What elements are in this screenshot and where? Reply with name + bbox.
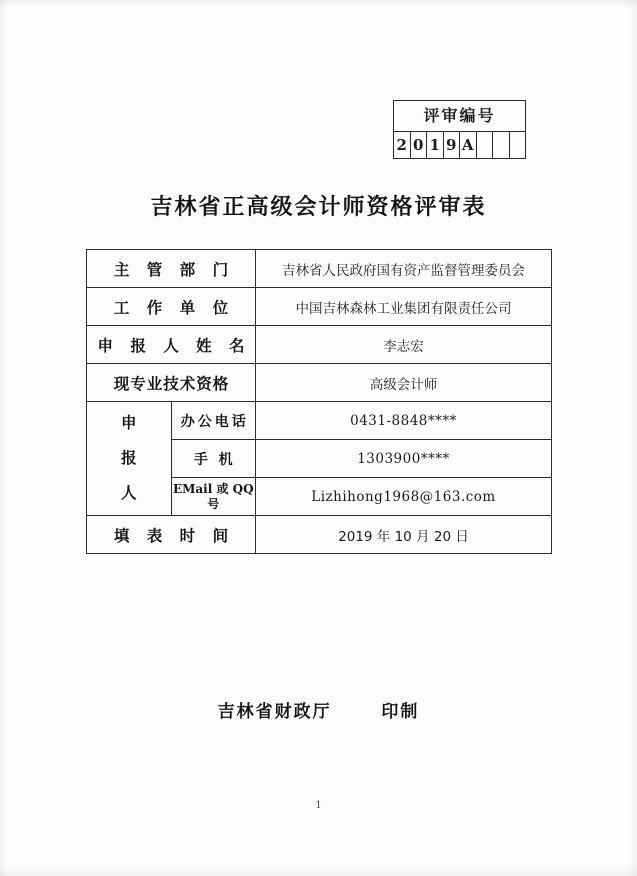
- row-label: 申 报 人 姓 名: [87, 326, 256, 364]
- applicant-vertical-char: 人: [120, 484, 137, 502]
- footer-printed: 印制: [381, 702, 420, 722]
- row-label: 主 管 部 门: [87, 250, 256, 288]
- review-number-cell: 1: [427, 132, 444, 158]
- table-row: [87, 402, 552, 440]
- row-label: 填 表 时 间: [87, 516, 256, 554]
- footer-issuer-line: [0, 697, 637, 722]
- page-number: 1: [315, 800, 322, 811]
- review-number-cells: [393, 132, 526, 159]
- row-value: 0431-8848****: [256, 402, 552, 440]
- table-row: [87, 516, 552, 554]
- review-number-cell: 2: [394, 132, 411, 158]
- row-label: 现专业技术资格: [87, 364, 256, 402]
- row-value: 高级会计师: [256, 364, 552, 402]
- table-row: [87, 250, 552, 288]
- review-number-cell: A: [460, 132, 477, 158]
- row-value: Lizhihong1968@163.com: [256, 478, 552, 516]
- applicant-info-table: [86, 249, 552, 554]
- applicant-vertical-label: [87, 402, 172, 516]
- scan-edge-left: [0, 0, 8, 876]
- row-label: 办公电话: [171, 402, 256, 440]
- review-number-cell: [510, 132, 526, 158]
- review-number-box: [393, 100, 526, 159]
- row-label: EMail 或 QQ 号: [171, 478, 256, 516]
- review-number-cell: 0: [411, 132, 428, 158]
- row-value: 1303900****: [256, 440, 552, 478]
- table-row: [87, 326, 552, 364]
- table-row: [87, 364, 552, 402]
- review-number-label: 评审编号: [393, 100, 526, 132]
- row-label: 手 机: [171, 440, 256, 478]
- scan-edge-bottom: [0, 866, 637, 876]
- row-value: 吉林省人民政府国有资产监督管理委员会: [256, 250, 552, 288]
- table-row: [87, 288, 552, 326]
- row-value: 李志宏: [256, 326, 552, 364]
- footer-issuer: 吉林省财政厅: [217, 702, 332, 722]
- row-label: 工 作 单 位: [87, 288, 256, 326]
- review-number-cell: [493, 132, 510, 158]
- page-title: 吉林省正高级会计师资格评审表: [150, 195, 487, 220]
- review-number-cell: 9: [444, 132, 461, 158]
- applicant-vertical-char: 报: [120, 449, 137, 467]
- scan-edge-top: [0, 0, 637, 8]
- row-value: 2019 年 10 月 20 日: [256, 516, 552, 554]
- applicant-vertical-char: 申: [120, 414, 137, 432]
- review-number-cell: [477, 132, 494, 158]
- scan-edge-right: [627, 0, 637, 876]
- row-value: 中国吉林森林工业集团有限责任公司: [256, 288, 552, 326]
